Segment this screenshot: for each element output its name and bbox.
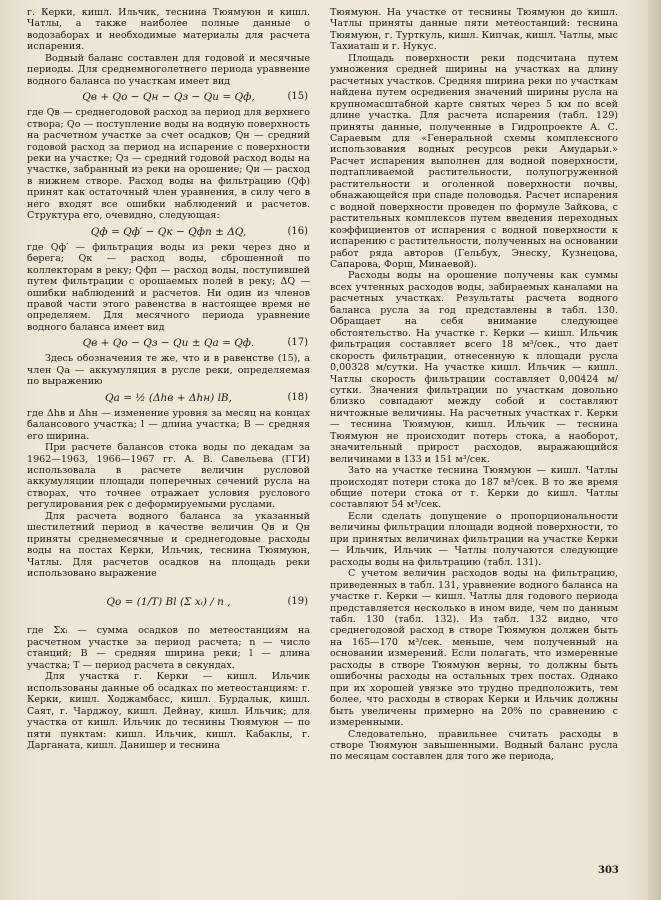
page-number: 303 bbox=[598, 865, 619, 876]
paragraph: С учетом величин расходов воды на фильтрацию, приведенных в табл. 131, уравнение водного баланса на участке г. Керки — кишл. Чатлы для годового периода представляется несколько в ином виде, чем по данным табл. 130 (табл. 132). Из табл. 132 видно, что среднегодовой расход в створе Тюямуюн должен быть на 165—170 м³/сек. меньше, чем полученный на основании измерений. Если полагать, что измеренные расходы в створе Тюямуюн верны, то должны быть ошибочны расходы на остальных трех постах. Однако при их хорошей увязке это трудно предположить, тем более, что расходы в створах Керки и Ильчик должны быть увеличены примерно на 20% по сравнению с измеренными. bbox=[330, 568, 618, 729]
formula-body: Qа = ½ (Δhв + Δhн) lB, bbox=[105, 391, 232, 404]
paragraph: Расходы воды на орошение получены как суммы всех учтенных расходов воды, забираемых каналами на расчетных участках. Результаты расчета водного баланса русла за год представлены в табл. 130. Обращает на себя внимание следующее обстоятельство. На участке г. Керки — кишл. Ильчик фильтрация составляет всего 18 м³/сек., что дает скорость фильтрации, отнесенную к площади русла 0,00328 м/сутки. На участке кишл. Ильчик — кишл. Чатлы скорость фильтрации составляет 0,00424 м/сутки. Значения фильтрации по участкам довольно близко совпадают между собой и составляют ничтожные величины. На расчетных участках г. Керки — теснина Тюямуюн, кишл. Ильчик — теснина Тюямуюн не происходит потерь стока, а наоборот, значительный прирост расходов, выражающийся величинами в 133 и 151 м³/сек. bbox=[330, 270, 618, 465]
paragraph: Следовательно, правильнее считать расходы в створе Тюямуюн завышенными. Водный баланс русла по месяцам составлен для того же периода, bbox=[330, 728, 618, 763]
paragraph: где Qв — среднегодовой расход за период для верхнего створа; Qо — поступление воды на водную поверхность на расчетном участке за счет осадков; Qн — средний годовой расход за период на испарение с поверхности реки на участке; Qз — средний годовой расход воды на участке, забранный из реки на орошение; Qи — расход в нижнем створе. Расход воды на фильтрацию (Qф) принят как остаточный член уравнения, в силу чего в него входят все ошибки наблюдений и расчетов. Структура его, очевидно, следующая: bbox=[27, 107, 310, 222]
formula-19 bbox=[27, 582, 310, 622]
paragraph: Площадь поверхности реки подсчитана путем умножения средней ширины на участках на длину расчетных участков. Средняя ширина реки по участкам найдена путем осреднения значений ширины русла на крупномасштабной карте снятых через 5 км по всей длине участка. Для расчета испарения (табл. 129) приняты данные, полученные в Гидропроекте А. С. Сараевым для «Генеральной схемы комплексного использования водных ресурсов реки Амударьи.» Расчет испарения выполнен для водной поверхности, подтапливаемой растительности, полупогруженной растительности и оголенной поверхности почвы, обнажающейся при спаде половодья. Расчет испарения с водной поверхности проведен по формуле Зайкова, с растительных комплексов путем введения переходных коэффициентов от испарения с водной поверхности к испарению с растительности, полученных на основании работ ряда авторов (Гельбух, Энеску, Кузнецова, Сапарова, Форш, Минаевой). bbox=[330, 52, 618, 270]
right-column bbox=[330, 7, 618, 763]
formula-18 bbox=[27, 391, 310, 405]
formula-body: Qо = (1/T) Bl (Σ xᵢ) / n , bbox=[106, 596, 231, 609]
formula-number: (19) bbox=[287, 596, 308, 608]
formula-body: Qв + Qо − Qз − Qи ± Qа = Qф. bbox=[82, 337, 255, 350]
paragraph: Если сделать допущение о пропорциональности величины фильтрации площади водной поверхности, то при принятых величинах фильтрации на участке Керки — Ильчик, Ильчик — Чатлы получаются следующие расходы воды на фильтрацию (табл. 131). bbox=[330, 510, 618, 568]
paragraph: Для участка г. Керки — кишл. Ильчик использованы данные об осадках по метеостанциям: г. Керки, кишл. Ходжамбасс, кишл. Бурдалык, кишл. Саят, г. Чарджоу, кишл. Дейнау, кишл. Ильчик; для участка от кишл. Ильчик до теснины Тюямуюн — по пяти пунктам: кишл. Ильчик, кишл. Кабаклы, г. Дарганата, кишл. Данишер и теснина bbox=[27, 671, 310, 752]
paragraph: где Σxᵢ — сумма осадков по метеостанциям на расчетном участке за период расчета; n — число станций; B — средняя ширина реки; l — длина участка; T — период расчета в секундах. bbox=[27, 625, 310, 671]
left-column bbox=[27, 7, 310, 751]
paragraph: где Δhв и Δhн — изменение уровня за месяц на концах балансового участка; l — длина участка; B — средняя его ширина. bbox=[27, 407, 310, 442]
formula-number: (16) bbox=[287, 225, 308, 237]
formula-number: (17) bbox=[287, 337, 308, 349]
page-edge-shadow bbox=[648, 0, 661, 900]
paragraph: Тюямуюн. На участке от теснины Тюямуюн до кишл. Чатлы приняты данные пяти метеостанций: теснина Тюямуюн, г. Турткуль, кишл. Кипчак, кишл. Чатлы, мыс Тахиаташ и г. Нукус. bbox=[330, 7, 618, 53]
formula-number: (18) bbox=[287, 391, 308, 403]
paragraph: При расчете балансов стока воды по декадам за 1962—1963, 1966—1967 гг. А. В. Савельева (ГГИ) использовала в расчете величин русловой аккумуляции площади поперечных сечений русла на створах, что точнее отражает условия руслового регулирования рек с деформируемыми руслами. bbox=[27, 442, 310, 511]
paragraph: Здесь обозначения те же, что и в равенстве (15), а член Qа — аккумуляция в русле реки, определяемая по выражению bbox=[27, 353, 310, 388]
paragraph: где Qф′ — фильтрация воды из реки через дно и берега; Qк — расход воды, сброшенной по коллекторам в реку; Qфп — расход воды, поступившей путем фильтрации с орошаемых полей в реку; ΔQ — ошибки наблюдений и расчетов. Ни один из членов правой части этого равенства в настоящее время не определяем. Для месячного периода уравнение водного баланса имеет вид bbox=[27, 241, 310, 333]
formula-17 bbox=[27, 336, 310, 350]
formula-16 bbox=[27, 225, 310, 239]
paragraph: г. Керки, кишл. Ильчик, теснина Тюямуюн и кишл. Чатлы, а также наиболее полные данные о водозаборах и необходимые материалы для расчета испарения. bbox=[27, 7, 310, 53]
formula-body: Qф = Qф′ − Qк − Qфп ± ΔQ, bbox=[90, 225, 247, 238]
formula-number: (15) bbox=[287, 91, 308, 103]
formula-body: Qв + Qо − Qн − Qз − Qи = Qф, bbox=[82, 91, 255, 104]
paragraph: Водный баланс составлен для годовой и месячные периоды. Для среднемноголетнего периода уравнение водного баланса по участкам имеет вид bbox=[27, 52, 310, 87]
paragraph: Зато на участке теснина Тюямуюн — кишл. Чатлы происходят потери стока до 187 м³/сек. В то же время общие потери стока от г. Керки до кишл. Чатлы составляют 54 м³/сек. bbox=[330, 465, 618, 511]
formula-15 bbox=[27, 90, 310, 104]
paragraph: Для расчета водного баланса за указанный шестилетний период в качестве величин Qв и Qн приняты среднемесячные и среднегодовые расходы воды на постах Керки, Ильчик, теснина Тюямуюн, Чатлы. Для расчетов осадков на площадь реки использовано выражение bbox=[27, 510, 310, 580]
